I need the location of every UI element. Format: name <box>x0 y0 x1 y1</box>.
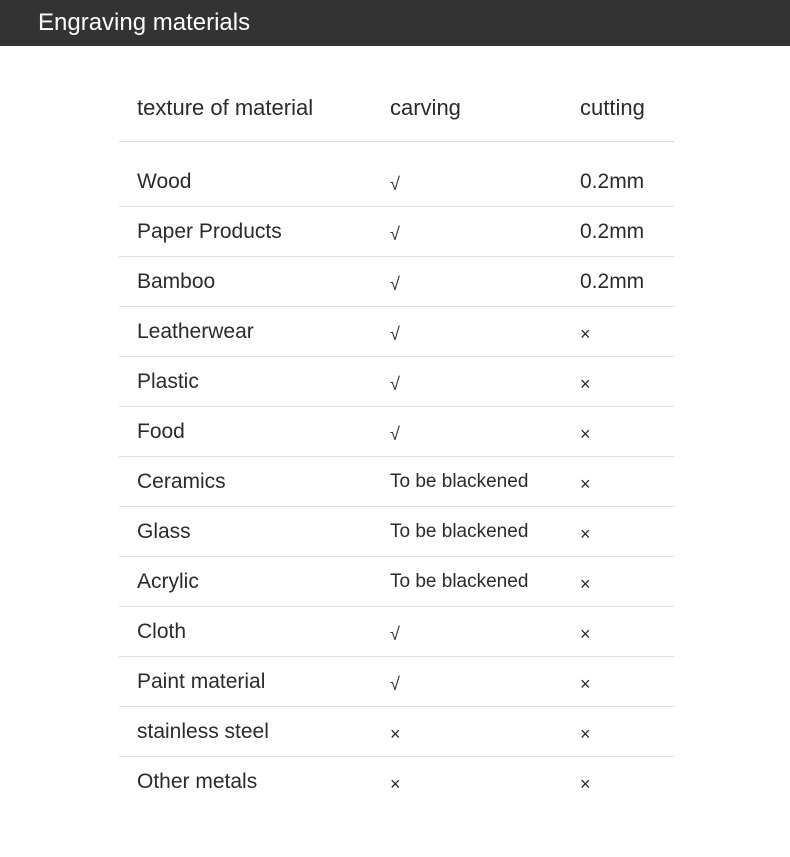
carving-value: √ <box>390 174 400 194</box>
carving-value: √ <box>390 274 400 294</box>
table-row <box>119 207 674 257</box>
table-row <box>119 257 674 307</box>
carving-value: To be blackened <box>390 571 529 592</box>
cutting-value: 0.2mm <box>580 170 645 193</box>
cutting-value: × <box>580 324 591 344</box>
table-row <box>119 707 674 757</box>
material-name: Other metals <box>137 770 258 793</box>
cutting-value: × <box>580 474 591 494</box>
cutting-value: × <box>580 374 591 394</box>
material-name: Acrylic <box>137 570 199 593</box>
cutting-value: × <box>580 774 591 794</box>
table-row <box>119 307 674 357</box>
table-row <box>119 457 674 507</box>
cutting-value: 0.2mm <box>580 220 645 243</box>
cutting-value: × <box>580 724 591 744</box>
table-body <box>119 157 674 806</box>
carving-value: × <box>390 774 401 794</box>
material-name: Food <box>137 420 185 443</box>
carving-value: To be blackened <box>390 521 529 542</box>
carving-value: √ <box>390 674 400 694</box>
cutting-value: × <box>580 674 591 694</box>
material-name: Glass <box>137 520 191 543</box>
column-header-carving: carving <box>390 95 461 120</box>
material-name: Wood <box>137 170 192 193</box>
carving-value: × <box>390 724 401 744</box>
page-title: Engraving materials <box>38 9 251 36</box>
material-name: Plastic <box>137 370 199 393</box>
material-name: Bamboo <box>137 270 216 293</box>
carving-value: √ <box>390 224 400 244</box>
material-name: Leatherwear <box>137 320 254 343</box>
table-row <box>119 357 674 407</box>
table-row <box>119 757 674 806</box>
carving-value: To be blackened <box>390 471 529 492</box>
material-name: Paint material <box>137 670 266 693</box>
carving-value: √ <box>390 374 400 394</box>
title-bar <box>0 0 790 46</box>
cutting-value: × <box>580 524 591 544</box>
header-spacer <box>119 142 674 157</box>
cutting-value: × <box>580 624 591 644</box>
cutting-value: × <box>580 424 591 444</box>
column-header-cutting: cutting <box>580 95 645 120</box>
cutting-value: × <box>580 574 591 594</box>
table-row <box>119 607 674 657</box>
cutting-value: 0.2mm <box>580 270 645 293</box>
table-header-row <box>119 75 674 142</box>
material-name: Ceramics <box>137 470 226 493</box>
column-header-material: texture of material <box>137 95 314 120</box>
materials-table <box>119 75 674 806</box>
material-name: Cloth <box>137 620 187 643</box>
carving-value: √ <box>390 324 400 344</box>
table-row <box>119 507 674 557</box>
material-name: stainless steel <box>137 720 269 743</box>
carving-value: √ <box>390 624 400 644</box>
table-row <box>119 407 674 457</box>
carving-value: √ <box>390 424 400 444</box>
table-row <box>119 557 674 607</box>
table-row <box>119 157 674 207</box>
material-name: Paper Products <box>137 220 282 243</box>
table-row <box>119 657 674 707</box>
